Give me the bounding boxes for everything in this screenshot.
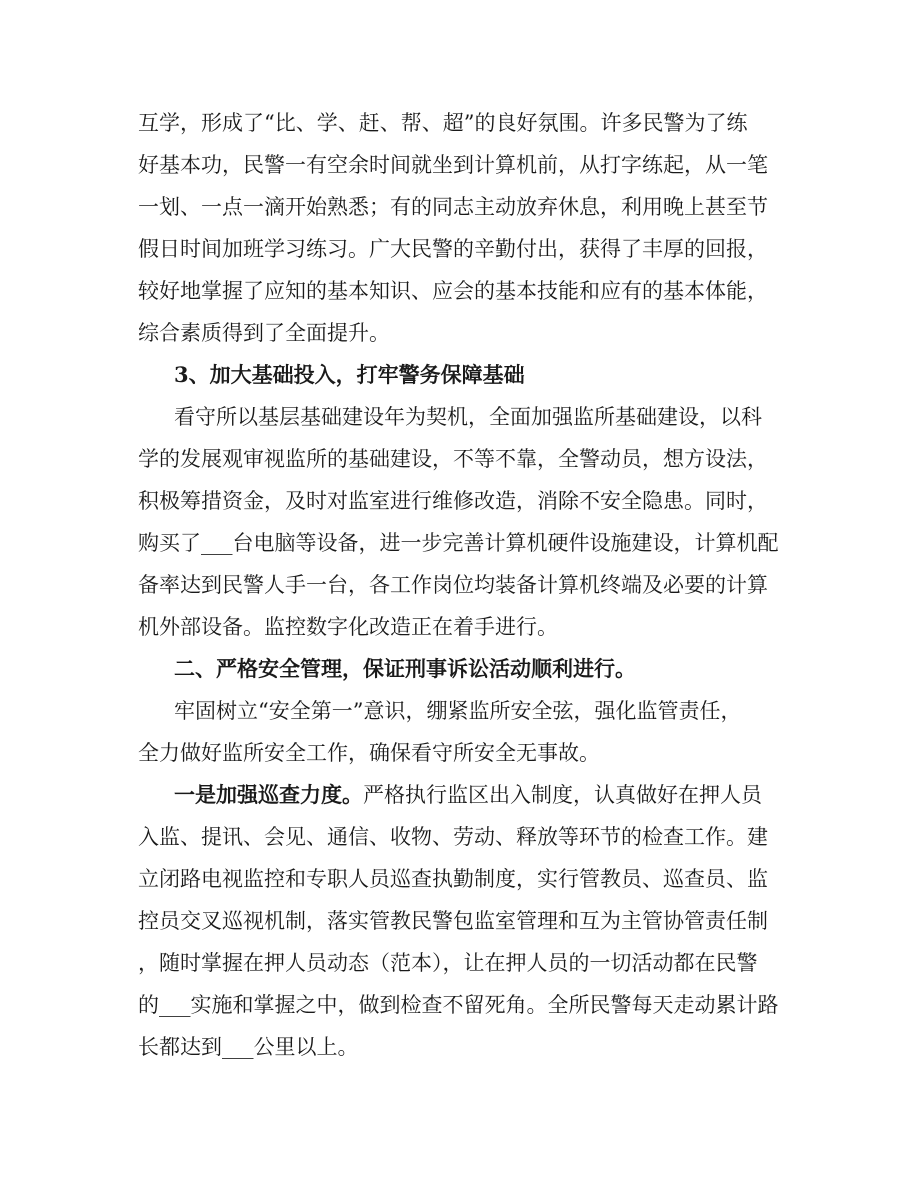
paragraph-2-line-6: 机外部设备。监控数字化改造正在着手进行。 — [138, 615, 558, 639]
paragraph-1-line-1: 互学，形成了“比、学、赶、帮、超”的良好氛围。许多民警为了练 — [138, 111, 748, 135]
document-body — [138, 102, 798, 1068]
paragraph-4-line-1-text: 严格执行监区出入制度，认真做好在押人员 — [363, 783, 762, 807]
paragraph-2-line-4: 购买了___台电脑等设备，进一步完善计算机硬件设施建设，计算机配 — [138, 531, 779, 555]
paragraph-4-line-3: 立闭路电视监控和专职人员巡查执勤制度，实行管教员、巡查员、监 — [138, 867, 768, 891]
paragraph-4-line-2: 入监、提讯、会见、通信、收物、劳动、释放等环节的检查工作。建 — [138, 825, 768, 849]
paragraph-4-line-5: ，随时掌握在押人员动态（范本），让在押人员的一切活动都在民警 — [138, 951, 758, 975]
paragraph-2-line-3: 积极筹措资金，及时对监室进行维修改造，消除不安全隐患。同时， — [138, 489, 768, 513]
section-heading-3: 3、加大基础投入，打牢警务保障基础 — [174, 362, 525, 387]
paragraph-1-line-4: 假日时间加班学习练习。广大民警的辛勤付出，获得了丰厚的回报， — [138, 237, 768, 261]
section-heading-2: 二、严格安全管理，保证刑事诉讼活动顺利进行。 — [174, 656, 636, 681]
paragraph-4-line-1 — [138, 774, 798, 816]
paragraph-1-line-5: 较好地掌握了应知的基本知识、应会的基本技能和应有的基本体能， — [138, 279, 768, 303]
paragraph-4-lead: 一是加强巡查力度。 — [174, 782, 363, 807]
paragraph-1-line-3: 一划、一点一滴开始熟悉；有的同志主动放弃休息，利用晚上甚至节 — [138, 195, 768, 219]
paragraph-2-line-2: 学的发展观审视监所的基础建设，不等不靠，全警动员，想方设法， — [138, 447, 768, 471]
paragraph-2-line-1: 看守所以基层基础建设年为契机，全面加强监所基础建设，以科 — [174, 405, 762, 429]
paragraph-2-line-5: 备率达到民警人手一台，各工作岗位均装备计算机终端及必要的计算 — [138, 573, 768, 597]
paragraph-1-line-2: 好基本功，民警一有空余时间就坐到计算机前，从打字练起，从一笔 — [138, 153, 768, 177]
paragraph-3-line-2: 全力做好监所安全工作，确保看守所安全无事故。 — [138, 741, 600, 765]
paragraph-1-line-6: 综合素质得到了全面提升。 — [138, 321, 390, 345]
paragraph-4-line-7: 长都达到___公里以上。 — [138, 1035, 359, 1059]
paragraph-3-line-1: 牢固树立“安全第一”意识，绷紧监所安全弦，强化监管责任， — [174, 699, 742, 723]
paragraph-4-line-4: 控员交叉巡视机制，落实管教民警包监室管理和互为主管协管责任制 — [138, 909, 768, 933]
paragraph-4-line-6: 的___实施和掌握之中，做到检查不留死角。全所民警每天走动累计路 — [138, 993, 779, 1017]
